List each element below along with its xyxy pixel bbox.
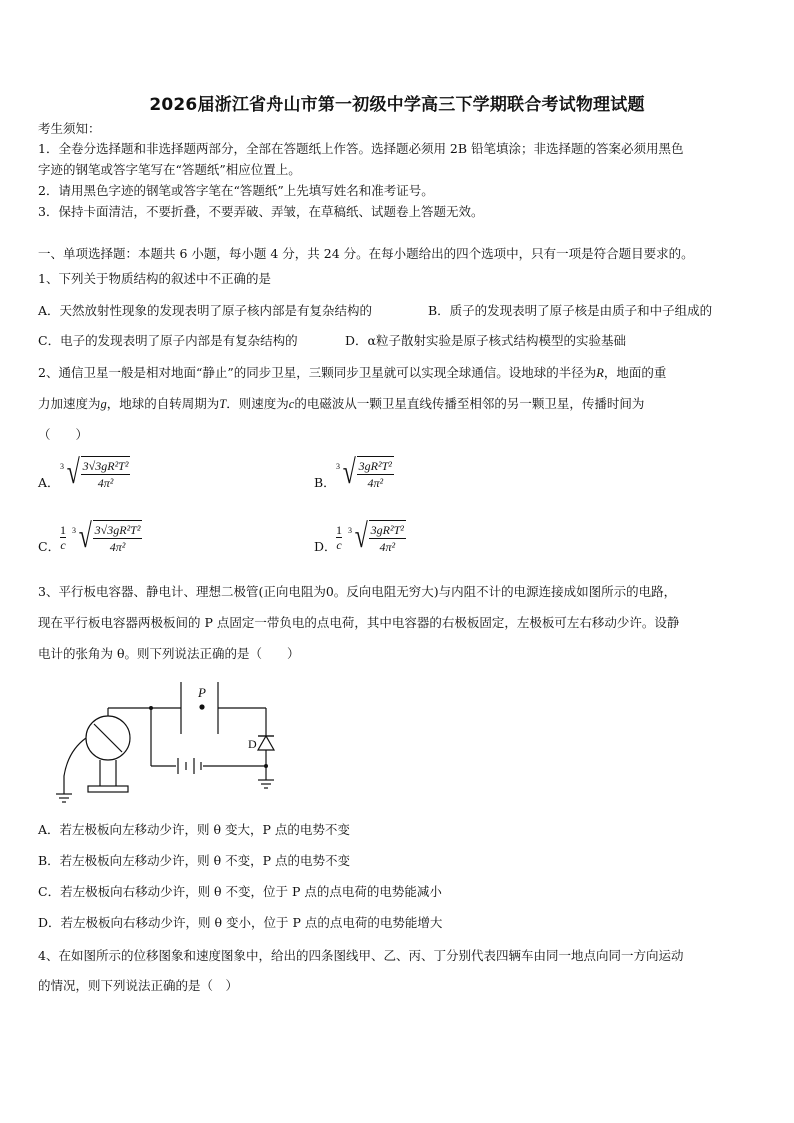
electrometer-needle <box>94 724 122 752</box>
q3-option-d: D．若左极板向右移动少许，则 θ 变小，位于 P 点的点电荷的电势能增大 <box>38 915 443 930</box>
root-index: 3 <box>72 526 76 535</box>
q3-option-c: C．若左极板向右移动少许，则 θ 不变，位于 P 点的点电荷的电势能减小 <box>38 884 442 899</box>
root-index: 3 <box>336 462 340 471</box>
q2-var-r: R <box>596 366 604 380</box>
q1-option-d: D．α粒子散射实验是原子核式结构模型的实验基础 <box>345 333 626 348</box>
q2-b-denominator: 4π² <box>367 476 384 490</box>
q2-c-numerator: 3√3gR²T² <box>94 523 141 537</box>
q2-a-denominator: 4π² <box>97 476 114 490</box>
q2-blank: （ ） <box>38 427 89 442</box>
coef-denominator: c <box>336 537 342 552</box>
q2-line-2-a: 力加速度为 <box>38 396 101 411</box>
q2-line-1-tail: ，地面的重 <box>603 365 667 380</box>
q2-c-denominator: 4π² <box>109 540 126 554</box>
coef-numerator: 1 <box>60 522 66 537</box>
figure-label-d: D <box>248 737 257 751</box>
coef-numerator: 1 <box>336 522 342 537</box>
q2-b-numerator: 3gR²T² <box>358 459 392 473</box>
q2-a-numerator: 3√3gR²T² <box>82 459 129 473</box>
page-title: 2026届浙江省舟山市第一初级中学高三下学期联合考试物理试题 <box>149 95 645 115</box>
q3-line-1: 3、平行板电容器、静电计、理想二极管(正向电阻为0。反向电阻无穷大)与内阻不计的电源连接成如图所示的电路， <box>38 584 677 599</box>
q2-option-c-formula: $\frac{1}{c}$ 3 √ $\frac{\text{3√3gR²T²}}{\text{4π²}}$ <box>60 518 141 555</box>
q2-option-d-formula: $\frac{1}{c}$ 3 √ $\frac{\text{3gR²T²}}{\text{4π²}}$ <box>336 518 404 555</box>
notice-item-2: 2．请用黑色字迹的钢笔或答字笔在“答题纸”上先填写姓名和准考证号。 <box>38 183 434 198</box>
section-heading: 一、单项选择题：本题共 6 小题，每小题 4 分，共 24 分。在每小题给出的四个选项中，只有一项是符合题目要求的。 <box>38 246 694 261</box>
q4-line-1: 4、在如图所示的位移图象和速度图象中，给出的四条图线甲、乙、丙、丁分别代表四辆车由同一地点向同一方向运动 <box>38 948 684 963</box>
q2-option-d-label: D． <box>314 539 337 554</box>
q1-option-c: C．电子的发现表明了原子内部是有复杂结构的 <box>38 333 298 348</box>
point-p-marker <box>199 704 204 709</box>
q2-option-b-label: B． <box>314 475 336 490</box>
circuit-diagram <box>40 676 290 808</box>
q2-option-a-label: A． <box>38 475 60 490</box>
figure-label-p: P <box>198 685 206 700</box>
q1-option-b: B．质子的发现表明了原子核是由质子和中子组成的 <box>428 303 713 318</box>
notice-item-1-line-2: 字迹的钢笔或答字笔写在“答题纸”相应位置上。 <box>38 162 301 177</box>
q2-option-c-label: C． <box>38 539 61 554</box>
root-index: 3 <box>348 526 352 535</box>
q2-var-g: g <box>100 397 107 411</box>
q2-d-denominator: 4π² <box>379 540 396 554</box>
q2-var-c: c <box>288 397 295 411</box>
diode-icon <box>258 736 274 750</box>
q2-d-numerator: 3gR²T² <box>370 523 404 537</box>
q1-stem: 1、下列关于物质结构的叙述中不正确的是 <box>38 271 271 286</box>
q2-var-t: T <box>219 397 227 411</box>
q2-line-2-b: ，地球的自转周期为 <box>106 396 220 411</box>
q2-line-2-c: ．则速度为 <box>226 396 289 411</box>
root-index: 3 <box>60 462 64 471</box>
notice-heading: 考生须知： <box>38 121 101 136</box>
q2-option-b-formula: 3 √ $\frac{\text{3gR²T²}}{\text{4π²}}$ <box>336 454 392 491</box>
q4-line-2: 的情况，则下列说法正确的是（ ） <box>38 978 239 993</box>
coef-denominator: c <box>60 537 66 552</box>
q2-line-2-d: 的电磁波从一颗卫星直线传播至相邻的另一颗卫星，传播时间为 <box>294 396 645 411</box>
q2-option-a-formula: 3 √ $\frac{\text{3√3gR²T²}}{\text{4π²}}$ <box>60 454 129 491</box>
q3-option-b: B．若左极板向左移动少许，则 θ 不变，P 点的电势不变 <box>38 853 351 868</box>
notice-item-3: 3．保持卡面清洁，不要折叠，不要弄破、弄皱，在草稿纸、试题卷上答题无效。 <box>38 204 484 219</box>
q3-line-2: 现在平行板电容器两极板间的 P 点固定一带负电的点电荷，其中电容器的右极板固定，左极板可左右移动少许。设静 <box>38 615 680 630</box>
q3-option-a: A．若左极板向左移动少许，则 θ 变大，P 点的电势不变 <box>38 822 350 837</box>
q2-line-2 <box>38 396 644 412</box>
q2-line-1-text: 2、通信卫星一般是相对地面“静止”的同步卫星，三颗同步卫星就可以实现全球通信。设地球的半径为 <box>38 365 597 380</box>
notice-item-1-line-1: 1．全卷分选择题和非选择题两部分，全部在答题纸上作答。选择题必须用 2B 铅笔填涂；非选择题的答案必须用黑色 <box>38 141 684 156</box>
q3-line-3: 电计的张角为 θ。则下列说法正确的是（ ） <box>38 646 300 661</box>
q1-option-a: A．天然放射性现象的发现表明了原子核内部是有复杂结构的 <box>38 303 373 318</box>
q2-line-1 <box>38 365 666 381</box>
